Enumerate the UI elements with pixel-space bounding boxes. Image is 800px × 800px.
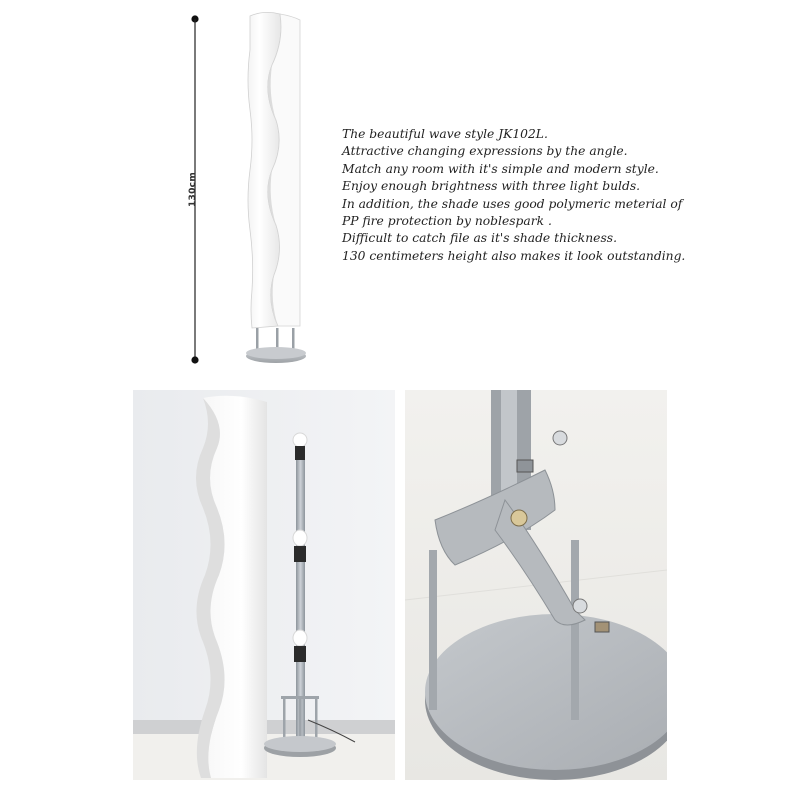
description-line: In addition, the shade uses good polymeric meterial of: [342, 196, 683, 211]
lamp-leg: [256, 328, 259, 350]
lamp-pole: [296, 438, 305, 738]
height-label: 130cm: [188, 172, 198, 208]
base-rod: [429, 550, 437, 710]
light-bulb: [293, 433, 307, 447]
description-line: Difficult to catch file as it's shade thickness.: [342, 231, 617, 246]
lamp-leg: [276, 328, 279, 350]
bulb-socket: [294, 546, 306, 562]
lamp-leg: [315, 696, 318, 740]
bolt: [573, 599, 587, 613]
nut: [595, 622, 609, 632]
bulb-socket: [295, 446, 305, 460]
light-bulb: [293, 530, 307, 546]
description-line: The beautiful wave style JK102L.: [342, 127, 548, 141]
description-line: PP fire protection by noblespark .: [342, 214, 552, 229]
lamp-base-closeup-photo: [405, 390, 667, 780]
bulb-socket: [294, 646, 306, 662]
nut: [517, 460, 533, 472]
washer: [511, 510, 527, 526]
description-line: Enjoy enough brightness with three light bulds.: [342, 179, 641, 194]
lamp-leg: [283, 696, 286, 740]
description-line: Attractive changing expressions by the angle.: [342, 144, 628, 159]
lamp-base-top: [264, 736, 336, 752]
bolt: [553, 431, 567, 445]
base-rod: [571, 540, 579, 720]
light-bulb: [293, 630, 307, 646]
lamp-base-top: [246, 347, 306, 359]
description-line: 130 centimeters height also makes it look outstanding.: [342, 248, 686, 263]
description-line: Match any room with it's simple and modern style.: [342, 161, 659, 176]
product-description: [342, 126, 762, 265]
lamp-pole-photo: [133, 390, 395, 780]
lamp-leg: [299, 696, 302, 740]
lamp-leg: [292, 328, 295, 350]
lamp-illustration: [232, 10, 322, 370]
dimension-bottom-dot: [191, 356, 198, 363]
